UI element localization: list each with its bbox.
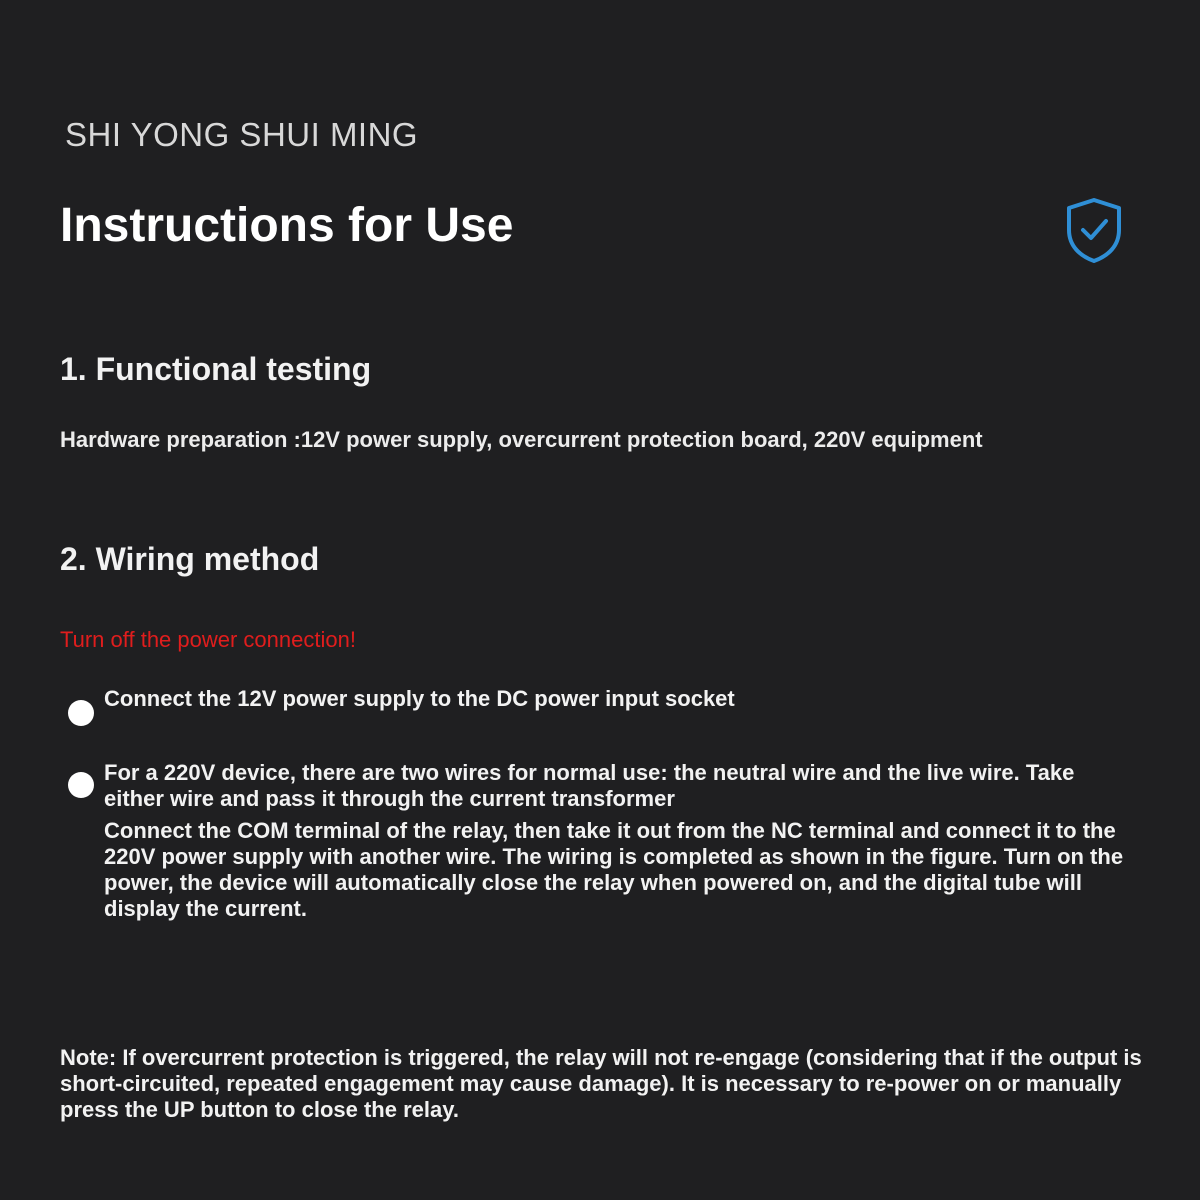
page-title: Instructions for Use: [60, 199, 514, 252]
list-item-text: For a 220V device, there are two wires for normal use: the neutral wire and the live wire. Take either wire and pass it through the current transformer: [104, 760, 1075, 811]
list-item: [66, 686, 1136, 712]
bullet-icon: [68, 700, 94, 726]
list-item: [66, 760, 1136, 922]
section-heading-functional-testing: 1. Functional testing: [60, 351, 372, 387]
section-heading-wiring-method: 2. Wiring method: [60, 541, 320, 577]
note-text: Note: If overcurrent protection is triggered, the relay will not re-engage (considering that if the output is short-circuited, repeated engagement may cause damage). It is necessary to re-power on or manually press the UP button to close the relay.: [60, 1045, 1142, 1122]
brand-name: SHI YONG SHUI MING: [65, 116, 419, 153]
hardware-preparation-text: Hardware preparation :12V power supply, overcurrent protection board, 220V equipment: [60, 427, 983, 452]
bullet-icon: [68, 772, 94, 798]
list-item-text: Connect the COM terminal of the relay, then take it out from the NC terminal and connect it to the 220V power supply with another wire. The wiring is completed as shown in the figure. Turn on the power, the device will automatically close the relay when powered on, and the digital tube will display the current.: [104, 818, 1124, 921]
shield-check-icon: [1064, 196, 1124, 264]
list-item-text: Connect the 12V power supply to the DC power input socket: [104, 686, 735, 711]
power-warning: Turn off the power connection!: [60, 627, 356, 652]
